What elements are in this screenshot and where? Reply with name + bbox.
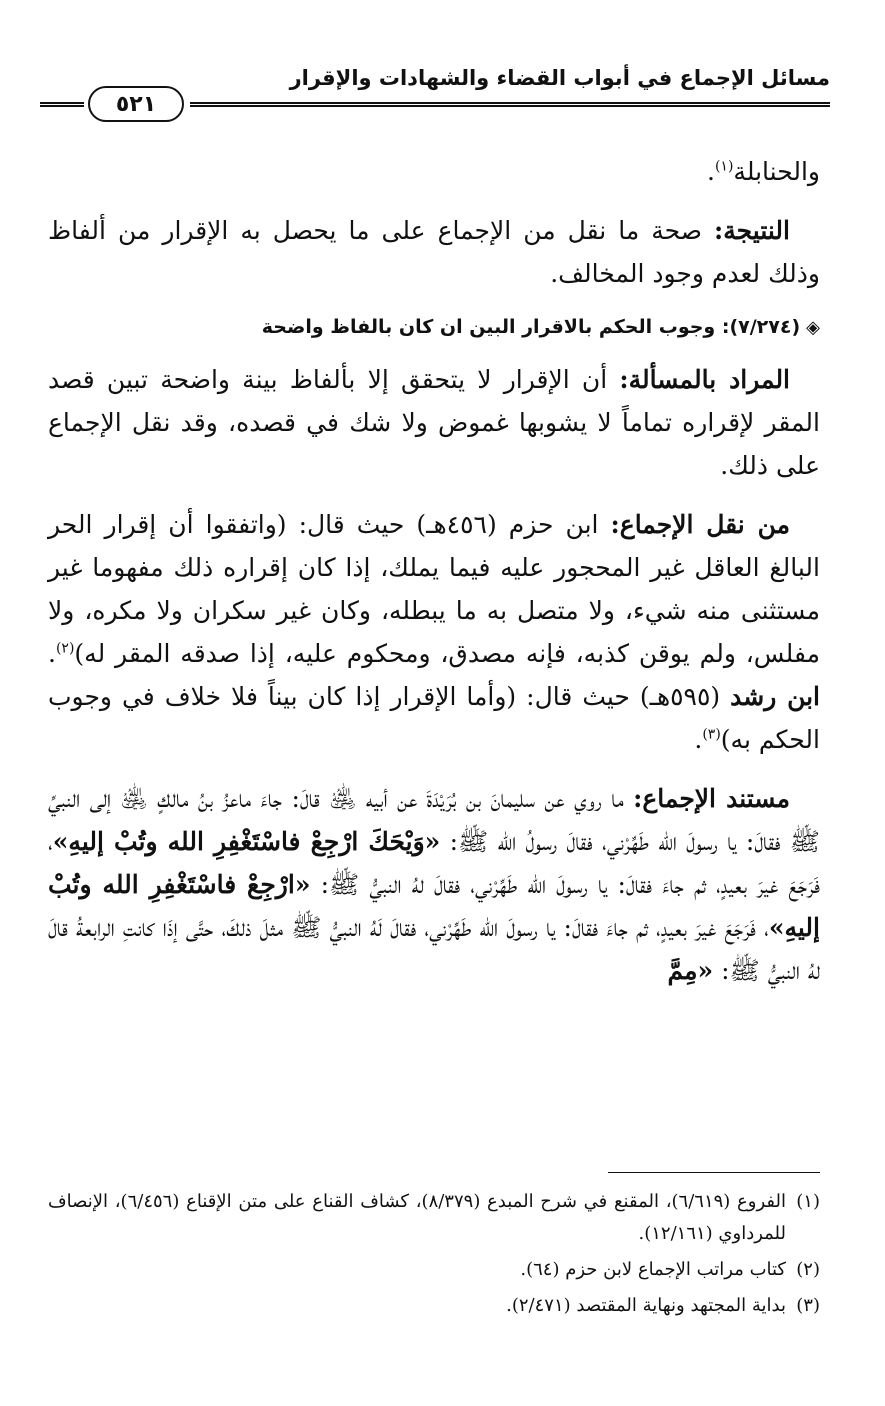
paragraph-transmission: من نقل الإجماع: ابن حزم (٤٥٦هـ) حيث قال: (واتفقوا أن إقرار الحر البالغ العاقل غير المحجور عليه فيما يملك، إذا كان إقراره ذلك مفهوما غير مستثنى منه شيء، ولا متصل به ما يبطله، وكان غير سكران ولا مكره، ولا مفلس، ولم يوقن كذبه، فإنه مصدق، ومحكوم عليه، إذا صدقه المقر له)$^{(٢)}$. ابن رشد (٥٩٥هـ) حيث قال: (وأما الإقرار إذا كان بيناً فلا خلاف في وجوب الحكم به)$^{(٣)}$. xyxy=(48,510,820,754)
footnote xyxy=(48,1290,820,1322)
running-title: مسائل الإجماع في أبواب القضاء والشهادات والإقرار xyxy=(289,66,830,90)
footnote-number: (١) xyxy=(796,1191,820,1212)
paragraph-result: النتيجة: صحة ما نقل من الإجماع على ما يحصل به الإقرار من ألفاظ وذلك لعدم وجود المخالف. xyxy=(48,216,820,288)
footnote-text: كتاب مراتب الإجماع لابن حزم (٦٤). xyxy=(520,1259,786,1280)
footnote xyxy=(48,1186,820,1250)
page-header xyxy=(40,58,830,138)
scholar-name: ابن رشد xyxy=(730,682,820,711)
footnote xyxy=(48,1254,820,1286)
footnote-separator xyxy=(608,1172,820,1173)
header-rule xyxy=(190,102,830,107)
footnotes xyxy=(48,1186,820,1326)
paragraph-lead: من نقل الإجماع: xyxy=(610,510,790,539)
footnote-text: بداية المجتهد ونهاية المقتصد (٢/٤٧١). xyxy=(506,1295,786,1316)
page-number: ٥٢١ xyxy=(88,86,184,122)
footnote-ref: (٢) xyxy=(55,640,75,657)
footnote-number: (٢) xyxy=(796,1259,820,1280)
hadith-quote: «وَيْحَكَ ارْجِعْ فاسْتَغْفِرِ الله وتُبْ إليهِ» xyxy=(52,827,441,856)
footnote-ref: (١) xyxy=(714,158,734,175)
paragraph-evidence: مستند الإجماع: ما روي عن سليمانَ بن بُرَيْدَةَ عن أبيه ﵁ قالَ: جاءَ ماعزُ بنُ مالكٍ ﵁ إلى النبيِّ ﷺ فقالَ: يا رسولَ الله طَهِّرْني، فقالَ رسولُ الله ﷺ: «وَيْحَكَ ارْجِعْ فاسْتَغْفِرِ الله وتُبْ إليهِ»، فَرَجَعَ غيرَ بعيدٍ، ثم جاءَ فقالَ: يا رسولَ الله طَهِّرْني، فقالَ لهُ النبيُّ ﷺ: «ارْجِعْ فاسْتَغْفِرِ الله وتُبْ إليهِ»، فَرَجَعَ غيرَ بعيدٍ، ثم جاءَ فقالَ: يا رسولَ الله طَهِّرْني، فقالَ لَهُ النبيُّ ﷺ مثلَ ذلكَ، حتَّى إذَا كانتِ الرابعةُ قالَ لهُ النبيُّ ﷺ: «مِمَّ xyxy=(48,784,820,985)
hadith-quote: «ارْجِعْ فاسْتَغْفِرِ الله وتُبْ إليهِ» xyxy=(48,870,820,942)
paragraph-lead: مستند الإجماع: xyxy=(633,784,790,813)
paragraph-lead: النتيجة: xyxy=(714,216,790,245)
main-text xyxy=(48,150,820,1008)
hadith-quote: «مِمَّ xyxy=(667,956,714,985)
section-heading xyxy=(48,311,820,344)
footnote-ref: (٣) xyxy=(702,726,721,743)
header-rule-left xyxy=(40,102,84,107)
section-heading-text: (٧/٢٧٤): وجوب الحكم بالاقرار البين ان كان بالفاظ واضحة xyxy=(261,316,801,338)
paragraph-continuation: والحنابلة$^{(١)}$. xyxy=(707,157,820,186)
paragraph-lead: المراد بالمسألة: xyxy=(619,365,791,394)
footnote-text: الفروع (٦/٦١٩)، المقنع في شرح المبدع (٨/٣٧٩)، كشاف القناع على متن الإقناع (٦/٤٥٦)، الإنصاف للمرداوي (١٢/١٦١). xyxy=(48,1191,786,1244)
footnote-number: (٣) xyxy=(796,1295,820,1316)
diamond-icon: ◈ xyxy=(806,317,820,338)
paragraph-meaning: المراد بالمسألة: أن الإقرار لا يتحقق إلا بألفاظ بينة واضحة تبين قصد المقر لإقراره تماماً لا يشوبها غموض ولا شك في قصده، وقد نقل الإجماع على ذلك. xyxy=(48,365,820,480)
